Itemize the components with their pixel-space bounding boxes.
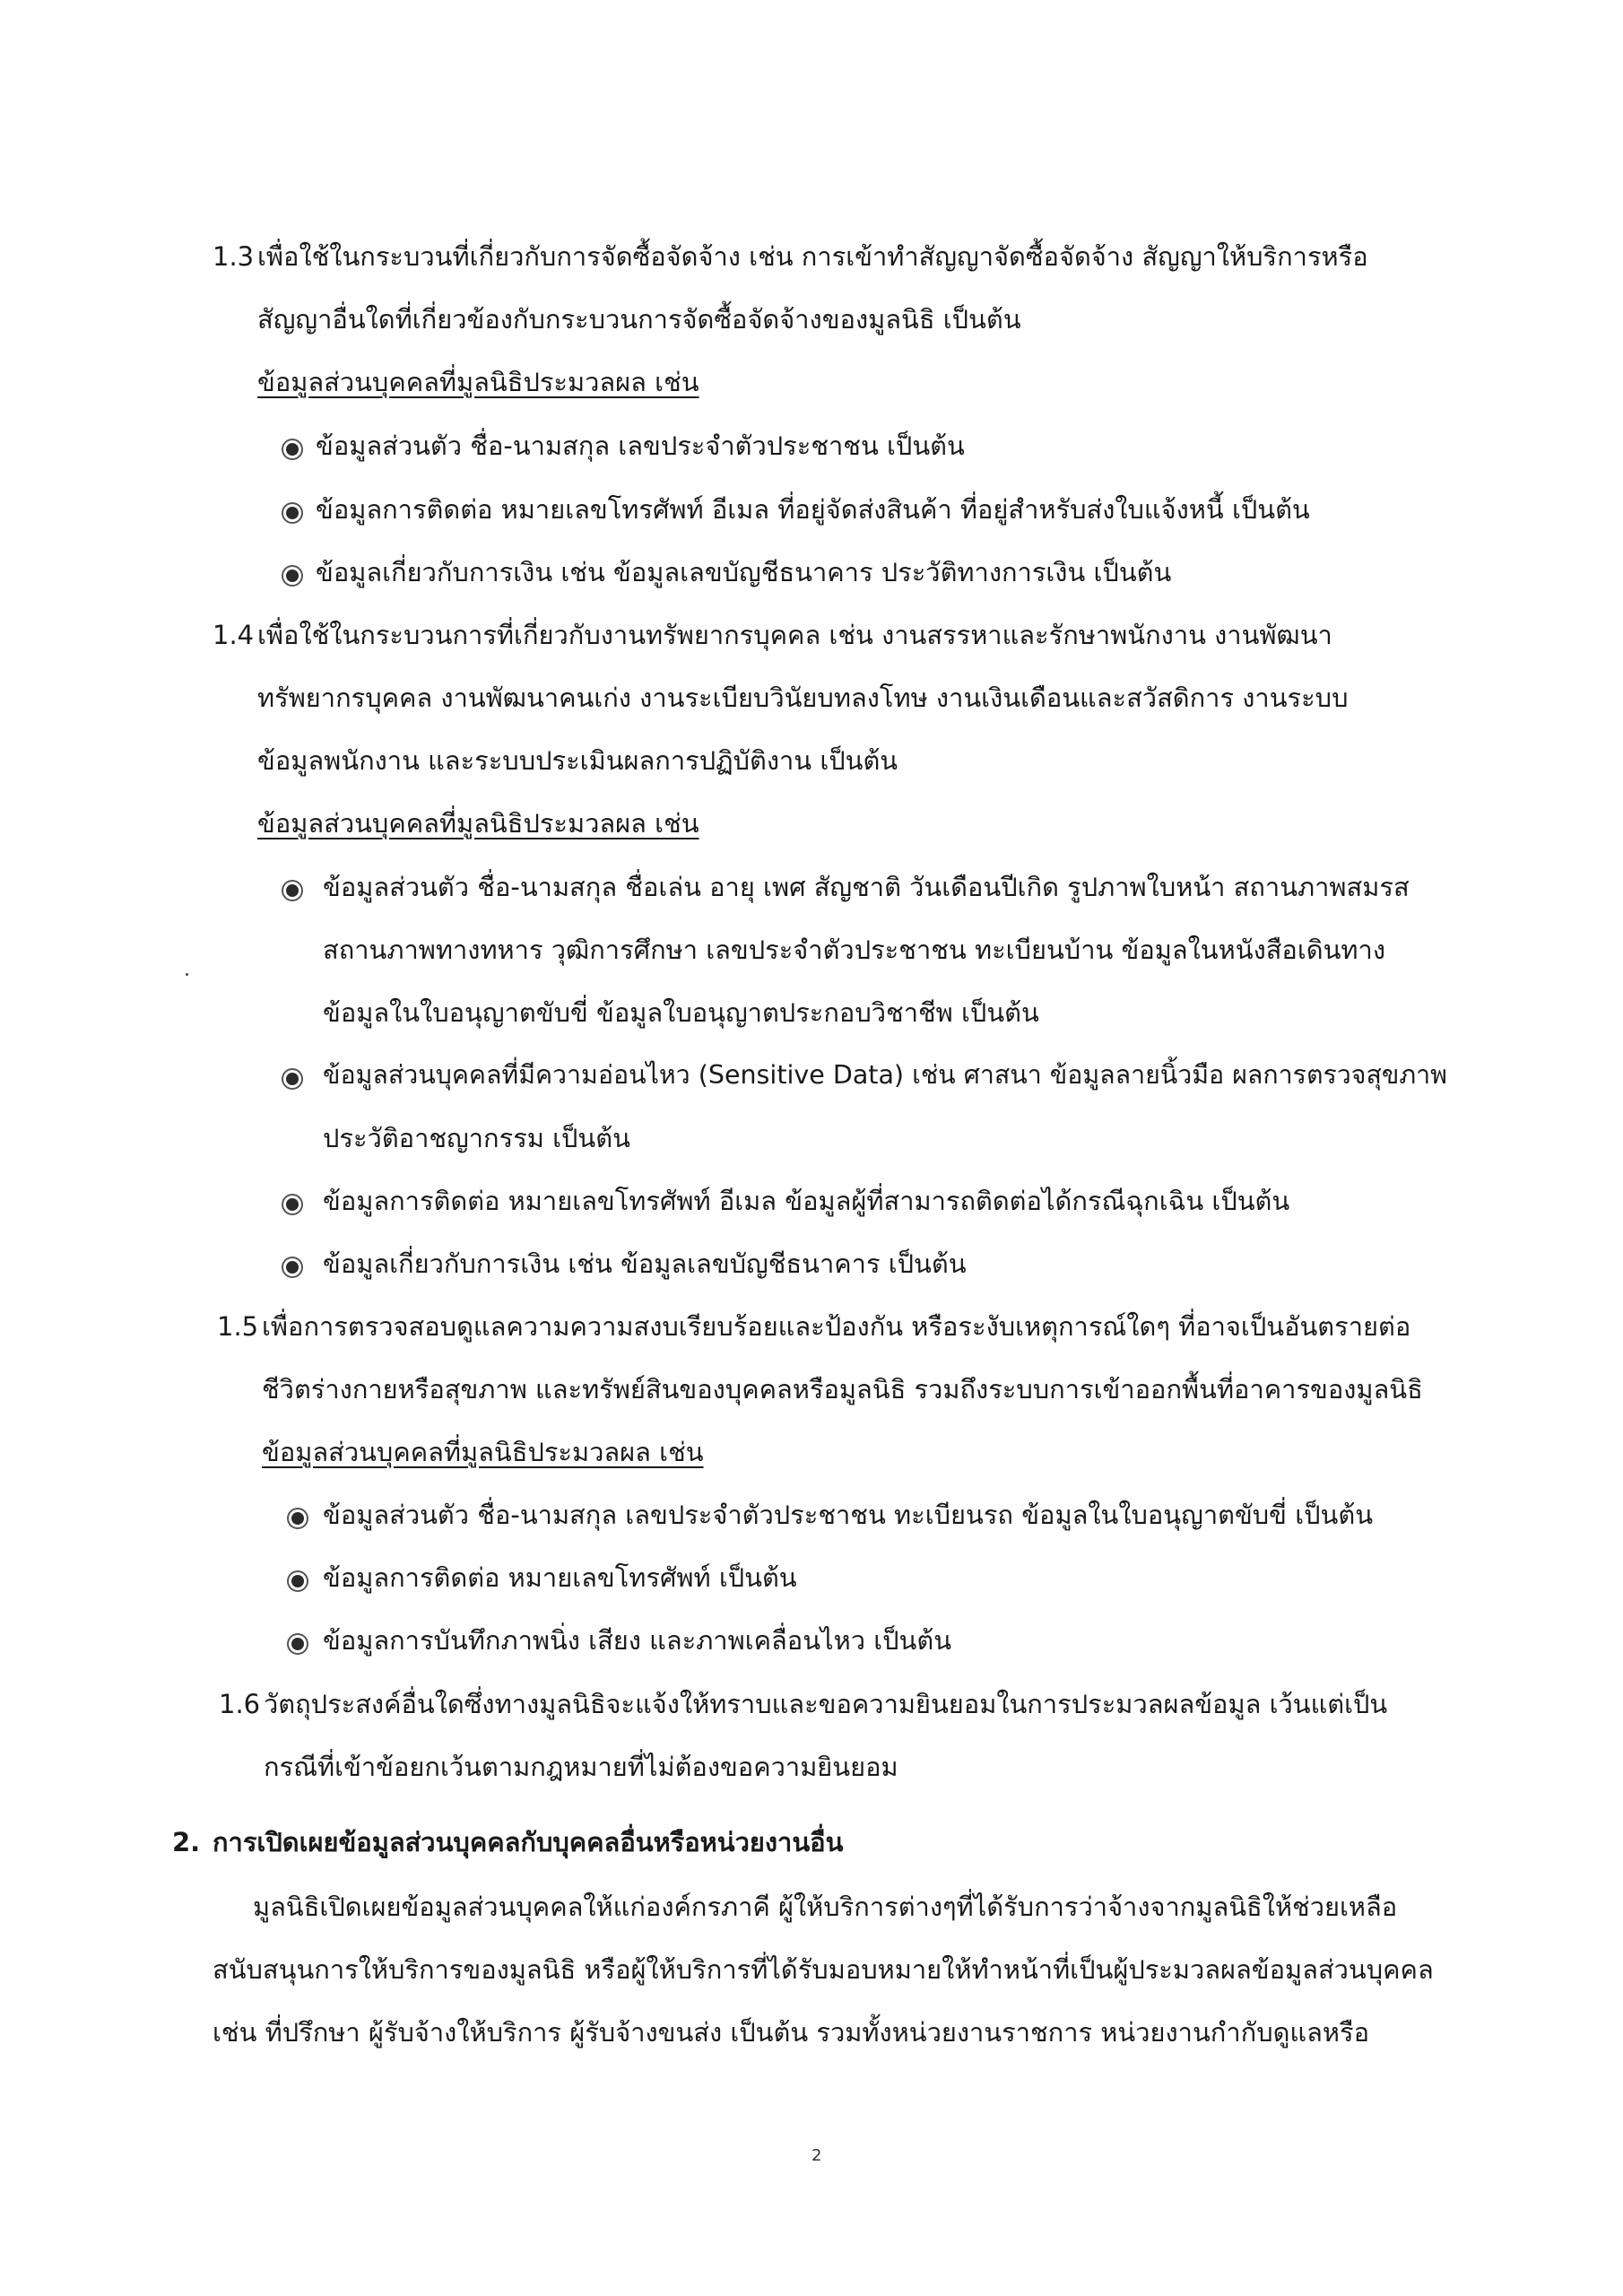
item-line: สัญญาอื่นใดที่เกี่ยวข้องกับกระบวนการจัดซื้อจัดจ้างของมูลนิธิ เป็นต้น [257, 304, 1021, 335]
bullet-text: ข้อมูลส่วนตัว ชื่อ-นามสกุล ชื่อเล่น อายุ เพศ สัญชาติ วันเดือนปีเกิด รูปภาพใบหน้า สถานภาพสมรส [323, 872, 1410, 902]
bullet-icon [286, 1073, 299, 1085]
item-number: 1.6 [219, 1689, 261, 1719]
paragraph-line: มูลนิธิเปิดเผยข้อมูลส่วนบุคคลให้แก่องค์กรภาคี ผู้ให้บริการต่างๆที่ได้รับการว่าจ้างจากมูลนิธิให้ช่วยเหลือ [253, 1892, 1398, 1922]
item-line: กรณีที่เข้าข้อยกเว้นตามกฎหมายที่ไม่ต้องขอความยินยอม [264, 1752, 898, 1782]
item-number: 1.5 [217, 1311, 259, 1342]
item-line: เพื่อใช้ในกระบวนการที่เกี่ยวกับงานทรัพยากรบุคคล เช่น งานสรรหาและรักษาพนักงาน งานพัฒนา [257, 620, 1332, 650]
item-number: 1.3 [213, 241, 255, 272]
page-number: 2 [812, 2146, 822, 2165]
item-line: ทรัพยากรบุคคล งานพัฒนาคนเก่ง งานระเบียบวินัยบทลงโทษ งานเงินเดือนและสวัสดิการ งานระบบ [257, 683, 1349, 713]
bullet-text: ประวัติอาชญากรรม เป็นต้น [323, 1123, 630, 1153]
bullet-text: ข้อมูลในใบอนุญาตขับขี่ ข้อมูลใบอนุญาตประกอบวิชาชีพ เป็นต้น [323, 997, 1039, 1028]
data-heading: ข้อมูลส่วนบุคคลที่มูลนิธิประมวลผล เช่น [257, 367, 699, 397]
bullet-text: สถานภาพทางทหาร วุฒิการศึกษา เลขประจำตัวประชาชน ทะเบียนบ้าน ข้อมูลในหนังสือเดินทาง [323, 935, 1385, 965]
item-line: ข้อมูลพนักงาน และระบบประเมินผลการปฏิบัติงาน เป็นต้น [257, 745, 898, 776]
stray-mark [186, 973, 188, 976]
bullet-text: ข้อมูลการติดต่อ หมายเลขโทรศัพท์ อีเมล ข้อมูลผู้ที่สามารถติดต่อได้กรณีฉุกเฉิน เป็นต้น [323, 1186, 1290, 1216]
data-heading: ข้อมูลส่วนบุคคลที่มูลนิธิประมวลผล เช่น [262, 1437, 704, 1467]
bullet-text: ข้อมูลการติดต่อ หมายเลขโทรศัพท์ เป็นต้น [323, 1562, 797, 1593]
bullet-icon [286, 1261, 299, 1274]
item-number: 1.4 [213, 620, 255, 650]
bullet-icon [286, 570, 299, 582]
bullet-text: ข้อมูลการบันทึกภาพนิ่ง เสียง และภาพเคลื่อนไหว เป็นต้น [323, 1625, 952, 1656]
item-line: ชีวิตร่างกายหรือสุขภาพ และทรัพย์สินของบุคคลหรือมูลนิธิ รวมถึงระบบการเข้าออกพื้นที่อาคารของมูลนิธิ [262, 1374, 1423, 1405]
bullet-text: ข้อมูลส่วนบุคคลที่มีความอ่อนไหว (Sensitive Data) เช่น ศาสนา ข้อมูลลายนิ้วมือ ผลการตรวจสุขภาพ [323, 1060, 1447, 1090]
section-title: การเปิดเผยข้อมูลส่วนบุคคลกับบุคคลอื่นหรือหน่วยงานอื่น [213, 1827, 844, 1857]
bullet-text: ข้อมูลเกี่ยวกับการเงิน เช่น ข้อมูลเลขบัญชีธนาคาร เป็นต้น [323, 1248, 967, 1279]
section-number: 2. [172, 1827, 201, 1857]
bullet-text: ข้อมูลส่วนตัว ชื่อ-นามสกุล เลขประจำตัวประชาชน เป็นต้น [316, 430, 965, 461]
bullet-text: ข้อมูลการติดต่อ หมายเลขโทรศัพท์ อีเมล ที่อยู่จัดส่งสินค้า ที่อยู่สำหรับส่งใบแจ้งหนี้ เป็นต้น [316, 494, 1310, 525]
bullet-text: ข้อมูลเกี่ยวกับการเงิน เช่น ข้อมูลเลขบัญชีธนาคาร ประวัติทางการเงิน เป็นต้น [316, 557, 1172, 587]
item-line: เพื่อใช้ในกระบวนที่เกี่ยวกับการจัดซื้อจัดจ้าง เช่น การเข้าทำสัญญาจัดซื้อจัดจ้าง สัญญาให้บริการหรือ [257, 241, 1368, 272]
paragraph-line: เช่น ที่ปรึกษา ผู้รับจ้างให้บริการ ผู้รับจ้างขนส่ง เป็นต้น รวมทั้งหน่วยงานราชการ หน่วยงานกำกับดูแลหรือ [213, 2017, 1370, 2048]
bullet-icon [291, 1512, 304, 1525]
bullet-icon [286, 1198, 299, 1211]
bullet-icon [286, 443, 299, 456]
item-line: เพื่อการตรวจสอบดูแลความความสงบเรียบร้อยและป้องกัน หรือระงับเหตุการณ์ใดๆ ที่อาจเป็นอันตรายต่อ [262, 1311, 1411, 1342]
bullet-text: ข้อมูลส่วนตัว ชื่อ-นามสกุล เลขประจำตัวประชาชน ทะเบียนรถ ข้อมูลในใบอนุญาตขับขี่ เป็นต้น [323, 1500, 1374, 1530]
paragraph-line: สนับสนุนการให้บริการของมูลนิธิ หรือผู้ให้บริการที่ได้รับมอบหมายให้ทำหน้าที่เป็นผู้ประมวลผลข้อมูลส่วนบุคคล [213, 1954, 1434, 1985]
bullet-icon [291, 1575, 304, 1587]
bullet-icon [286, 884, 299, 897]
bullet-icon [286, 507, 299, 519]
item-line: วัตถุประสงค์อื่นใดซึ่งทางมูลนิธิจะแจ้งให้ทราบและขอความยินยอมในการประมวลผลข้อมูล เว้นแต่เป็น [264, 1689, 1388, 1719]
data-heading: ข้อมูลส่วนบุคคลที่มูลนิธิประมวลผล เช่น [257, 808, 699, 839]
bullet-icon [291, 1638, 304, 1650]
